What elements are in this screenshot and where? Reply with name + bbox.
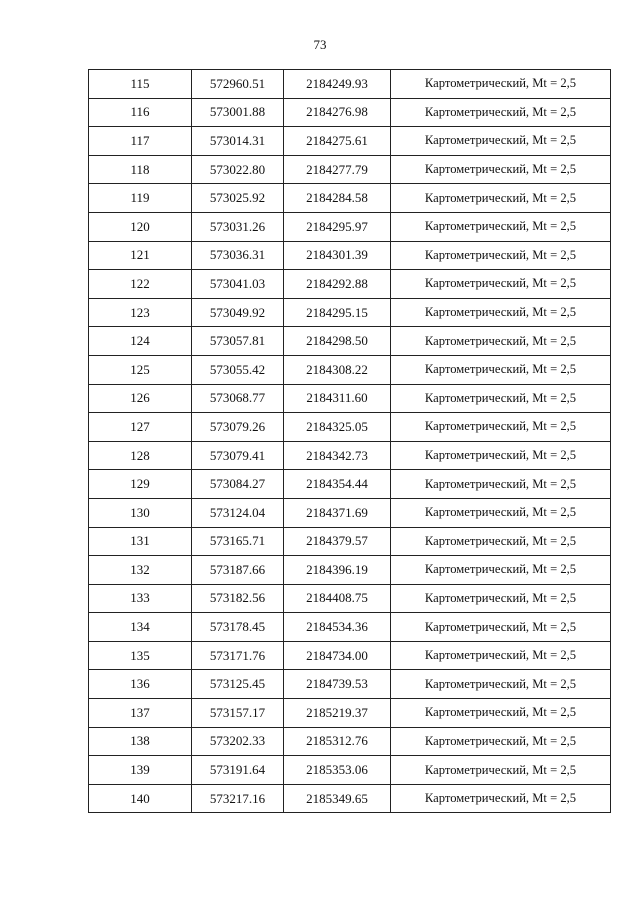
x-coordinate-cell: 573036.31: [192, 241, 284, 270]
method-cell: Картометрический, Mt = 2,5: [391, 613, 611, 642]
x-coordinate-cell: 573202.33: [192, 727, 284, 756]
point-number-cell: 138: [89, 727, 192, 756]
x-coordinate-cell: 573084.27: [192, 470, 284, 499]
y-coordinate-cell: 2184534.36: [284, 613, 391, 642]
point-number-cell: 135: [89, 641, 192, 670]
y-coordinate-cell: 2184342.73: [284, 441, 391, 470]
point-number-cell: 125: [89, 355, 192, 384]
table-row: [89, 470, 611, 499]
table-row: [89, 384, 611, 413]
point-number-cell: 129: [89, 470, 192, 499]
x-coordinate-cell: 573049.92: [192, 298, 284, 327]
x-coordinate-cell: 573124.04: [192, 498, 284, 527]
point-number-cell: 133: [89, 584, 192, 613]
method-cell: Картометрический, Mt = 2,5: [391, 98, 611, 127]
y-coordinate-cell: 2184249.93: [284, 70, 391, 99]
table-row: [89, 155, 611, 184]
table-row: [89, 241, 611, 270]
table-row: [89, 784, 611, 813]
point-number-cell: 124: [89, 327, 192, 356]
y-coordinate-cell: 2185349.65: [284, 784, 391, 813]
y-coordinate-cell: 2184396.19: [284, 556, 391, 585]
table-row: [89, 355, 611, 384]
y-coordinate-cell: 2184298.50: [284, 327, 391, 356]
method-cell: Картометрический, Mt = 2,5: [391, 127, 611, 156]
y-coordinate-cell: 2185353.06: [284, 756, 391, 785]
x-coordinate-cell: 573165.71: [192, 527, 284, 556]
x-coordinate-cell: 573191.64: [192, 756, 284, 785]
x-coordinate-cell: 573171.76: [192, 641, 284, 670]
table-row: [89, 413, 611, 442]
x-coordinate-cell: 573022.80: [192, 155, 284, 184]
page-number: 73: [313, 37, 327, 52]
method-cell: Картометрический, Mt = 2,5: [391, 527, 611, 556]
method-cell: Картометрический, Mt = 2,5: [391, 756, 611, 785]
point-number-cell: 140: [89, 784, 192, 813]
method-cell: Картометрический, Mt = 2,5: [391, 327, 611, 356]
x-coordinate-cell: 573014.31: [192, 127, 284, 156]
method-cell: Картометрический, Mt = 2,5: [391, 641, 611, 670]
y-coordinate-cell: 2184325.05: [284, 413, 391, 442]
point-number-cell: 115: [89, 70, 192, 99]
table-row: [89, 584, 611, 613]
table-row: [89, 298, 611, 327]
method-cell: Картометрический, Mt = 2,5: [391, 298, 611, 327]
x-coordinate-cell: 573001.88: [192, 98, 284, 127]
y-coordinate-cell: 2184308.22: [284, 355, 391, 384]
x-coordinate-cell: 572960.51: [192, 70, 284, 99]
point-number-cell: 121: [89, 241, 192, 270]
method-cell: Картометрический, Mt = 2,5: [391, 556, 611, 585]
x-coordinate-cell: 573182.56: [192, 584, 284, 613]
table-row: [89, 441, 611, 470]
point-number-cell: 122: [89, 270, 192, 299]
method-cell: Картометрический, Mt = 2,5: [391, 498, 611, 527]
y-coordinate-cell: 2184379.57: [284, 527, 391, 556]
y-coordinate-cell: 2185219.37: [284, 699, 391, 728]
y-coordinate-cell: 2184739.53: [284, 670, 391, 699]
x-coordinate-cell: 573217.16: [192, 784, 284, 813]
y-coordinate-cell: 2184284.58: [284, 184, 391, 213]
y-coordinate-cell: 2184295.97: [284, 212, 391, 241]
table-row: [89, 699, 611, 728]
point-number-cell: 119: [89, 184, 192, 213]
table-row: [89, 498, 611, 527]
method-cell: Картометрический, Mt = 2,5: [391, 784, 611, 813]
x-coordinate-cell: 573055.42: [192, 355, 284, 384]
x-coordinate-cell: 573031.26: [192, 212, 284, 241]
point-number-cell: 126: [89, 384, 192, 413]
y-coordinate-cell: 2184276.98: [284, 98, 391, 127]
point-number-cell: 128: [89, 441, 192, 470]
method-cell: Картометрический, Mt = 2,5: [391, 384, 611, 413]
x-coordinate-cell: 573125.45: [192, 670, 284, 699]
point-number-cell: 136: [89, 670, 192, 699]
x-coordinate-cell: 573187.66: [192, 556, 284, 585]
x-coordinate-cell: 573057.81: [192, 327, 284, 356]
point-number-cell: 116: [89, 98, 192, 127]
y-coordinate-cell: 2184311.60: [284, 384, 391, 413]
table-row: [89, 70, 611, 99]
table-row: [89, 270, 611, 299]
table-row: [89, 327, 611, 356]
coordinates-table: [88, 69, 611, 813]
point-number-cell: 123: [89, 298, 192, 327]
method-cell: Картометрический, Mt = 2,5: [391, 670, 611, 699]
point-number-cell: 137: [89, 699, 192, 728]
table-row: [89, 613, 611, 642]
point-number-cell: 139: [89, 756, 192, 785]
table-row: [89, 670, 611, 699]
x-coordinate-cell: 573079.26: [192, 413, 284, 442]
method-cell: Картометрический, Mt = 2,5: [391, 470, 611, 499]
table-body: [89, 70, 611, 813]
table-row: [89, 184, 611, 213]
method-cell: Картометрический, Mt = 2,5: [391, 155, 611, 184]
y-coordinate-cell: 2184275.61: [284, 127, 391, 156]
table-row: [89, 556, 611, 585]
table-row: [89, 756, 611, 785]
method-cell: Картометрический, Mt = 2,5: [391, 212, 611, 241]
point-number-cell: 127: [89, 413, 192, 442]
method-cell: Картометрический, Mt = 2,5: [391, 413, 611, 442]
y-coordinate-cell: 2185312.76: [284, 727, 391, 756]
y-coordinate-cell: 2184301.39: [284, 241, 391, 270]
point-number-cell: 120: [89, 212, 192, 241]
y-coordinate-cell: 2184734.00: [284, 641, 391, 670]
table-row: [89, 527, 611, 556]
y-coordinate-cell: 2184354.44: [284, 470, 391, 499]
point-number-cell: 131: [89, 527, 192, 556]
method-cell: Картометрический, Mt = 2,5: [391, 584, 611, 613]
method-cell: Картометрический, Mt = 2,5: [391, 699, 611, 728]
x-coordinate-cell: 573157.17: [192, 699, 284, 728]
method-cell: Картометрический, Mt = 2,5: [391, 184, 611, 213]
point-number-cell: 134: [89, 613, 192, 642]
x-coordinate-cell: 573025.92: [192, 184, 284, 213]
table-row: [89, 212, 611, 241]
y-coordinate-cell: 2184371.69: [284, 498, 391, 527]
method-cell: Картометрический, Mt = 2,5: [391, 70, 611, 99]
x-coordinate-cell: 573079.41: [192, 441, 284, 470]
x-coordinate-cell: 573178.45: [192, 613, 284, 642]
method-cell: Картометрический, Mt = 2,5: [391, 727, 611, 756]
point-number-cell: 132: [89, 556, 192, 585]
point-number-cell: 117: [89, 127, 192, 156]
table-row: [89, 727, 611, 756]
x-coordinate-cell: 573041.03: [192, 270, 284, 299]
point-number-cell: 118: [89, 155, 192, 184]
table-row: [89, 127, 611, 156]
x-coordinate-cell: 573068.77: [192, 384, 284, 413]
y-coordinate-cell: 2184295.15: [284, 298, 391, 327]
point-number-cell: 130: [89, 498, 192, 527]
method-cell: Картометрический, Mt = 2,5: [391, 355, 611, 384]
y-coordinate-cell: 2184292.88: [284, 270, 391, 299]
y-coordinate-cell: 2184277.79: [284, 155, 391, 184]
method-cell: Картометрический, Mt = 2,5: [391, 441, 611, 470]
table-row: [89, 98, 611, 127]
method-cell: Картометрический, Mt = 2,5: [391, 241, 611, 270]
y-coordinate-cell: 2184408.75: [284, 584, 391, 613]
table-row: [89, 641, 611, 670]
method-cell: Картометрический, Mt = 2,5: [391, 270, 611, 299]
